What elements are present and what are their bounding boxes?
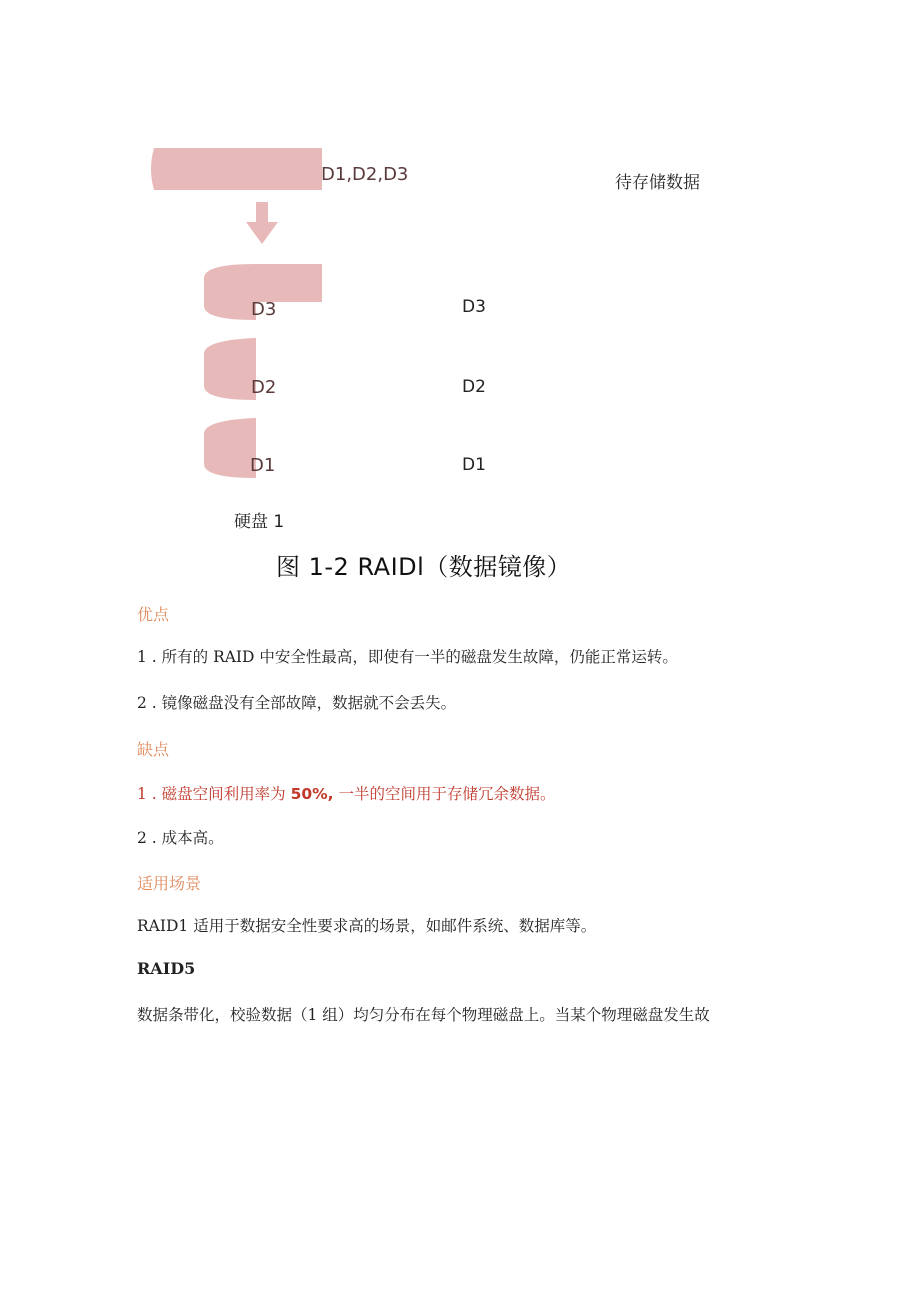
cons-item-1-prefix: 1 . 磁盘空间利用率为 bbox=[137, 785, 291, 803]
raid5-heading: RAID5 bbox=[137, 959, 196, 978]
pros-item-2: 2 . 镜像磁盘没有全部故障，数据就不会丢失。 bbox=[137, 694, 457, 712]
cons-heading: 缺点 bbox=[137, 740, 170, 759]
mirror-label-d1: D1 bbox=[462, 455, 486, 475]
raid5-text: 数据条带化，校验数据（1 组）均匀分布在每个物理磁盘上。当某个物理磁盘发生故 bbox=[137, 1006, 710, 1024]
cons-item-1-suffix: 一半的空间用于存储冗余数据。 bbox=[333, 785, 556, 803]
disk-block-d1 bbox=[204, 418, 256, 478]
disk-label-d3: D3 bbox=[251, 299, 277, 320]
disk-block-d2 bbox=[204, 338, 256, 400]
mirror-label-d2: D2 bbox=[462, 377, 486, 397]
input-data-text: D1,D2,D3 bbox=[321, 164, 409, 185]
input-data-block bbox=[148, 144, 328, 192]
pros-heading: 优点 bbox=[137, 605, 170, 624]
disk-label-d2: D2 bbox=[251, 377, 277, 398]
disk-stack bbox=[196, 258, 328, 482]
figure-caption: 图 1-2 RAIDl（数据镜像） bbox=[276, 553, 572, 581]
scenario-heading: 适用场景 bbox=[137, 874, 202, 893]
down-arrow-icon bbox=[244, 202, 280, 246]
mirror-label-d3: D3 bbox=[462, 297, 486, 317]
cons-item-1 bbox=[137, 782, 556, 804]
disk-name: 硬盘 1 bbox=[234, 512, 285, 532]
scenario-text: RAID1 适用于数据安全性要求高的场景，如邮件系统、数据库等。 bbox=[137, 917, 597, 935]
cons-item-2: 2 . 成本高。 bbox=[137, 829, 224, 847]
disk-label-d1: D1 bbox=[250, 455, 276, 476]
cons-item-1-percent: 50%, bbox=[290, 785, 334, 803]
pros-item-1: 1 . 所有的 RAID 中安全性最高，即使有一半的磁盘发生故障，仍能正常运转。 bbox=[137, 648, 678, 666]
pending-data-label: 待存储数据 bbox=[615, 173, 700, 193]
